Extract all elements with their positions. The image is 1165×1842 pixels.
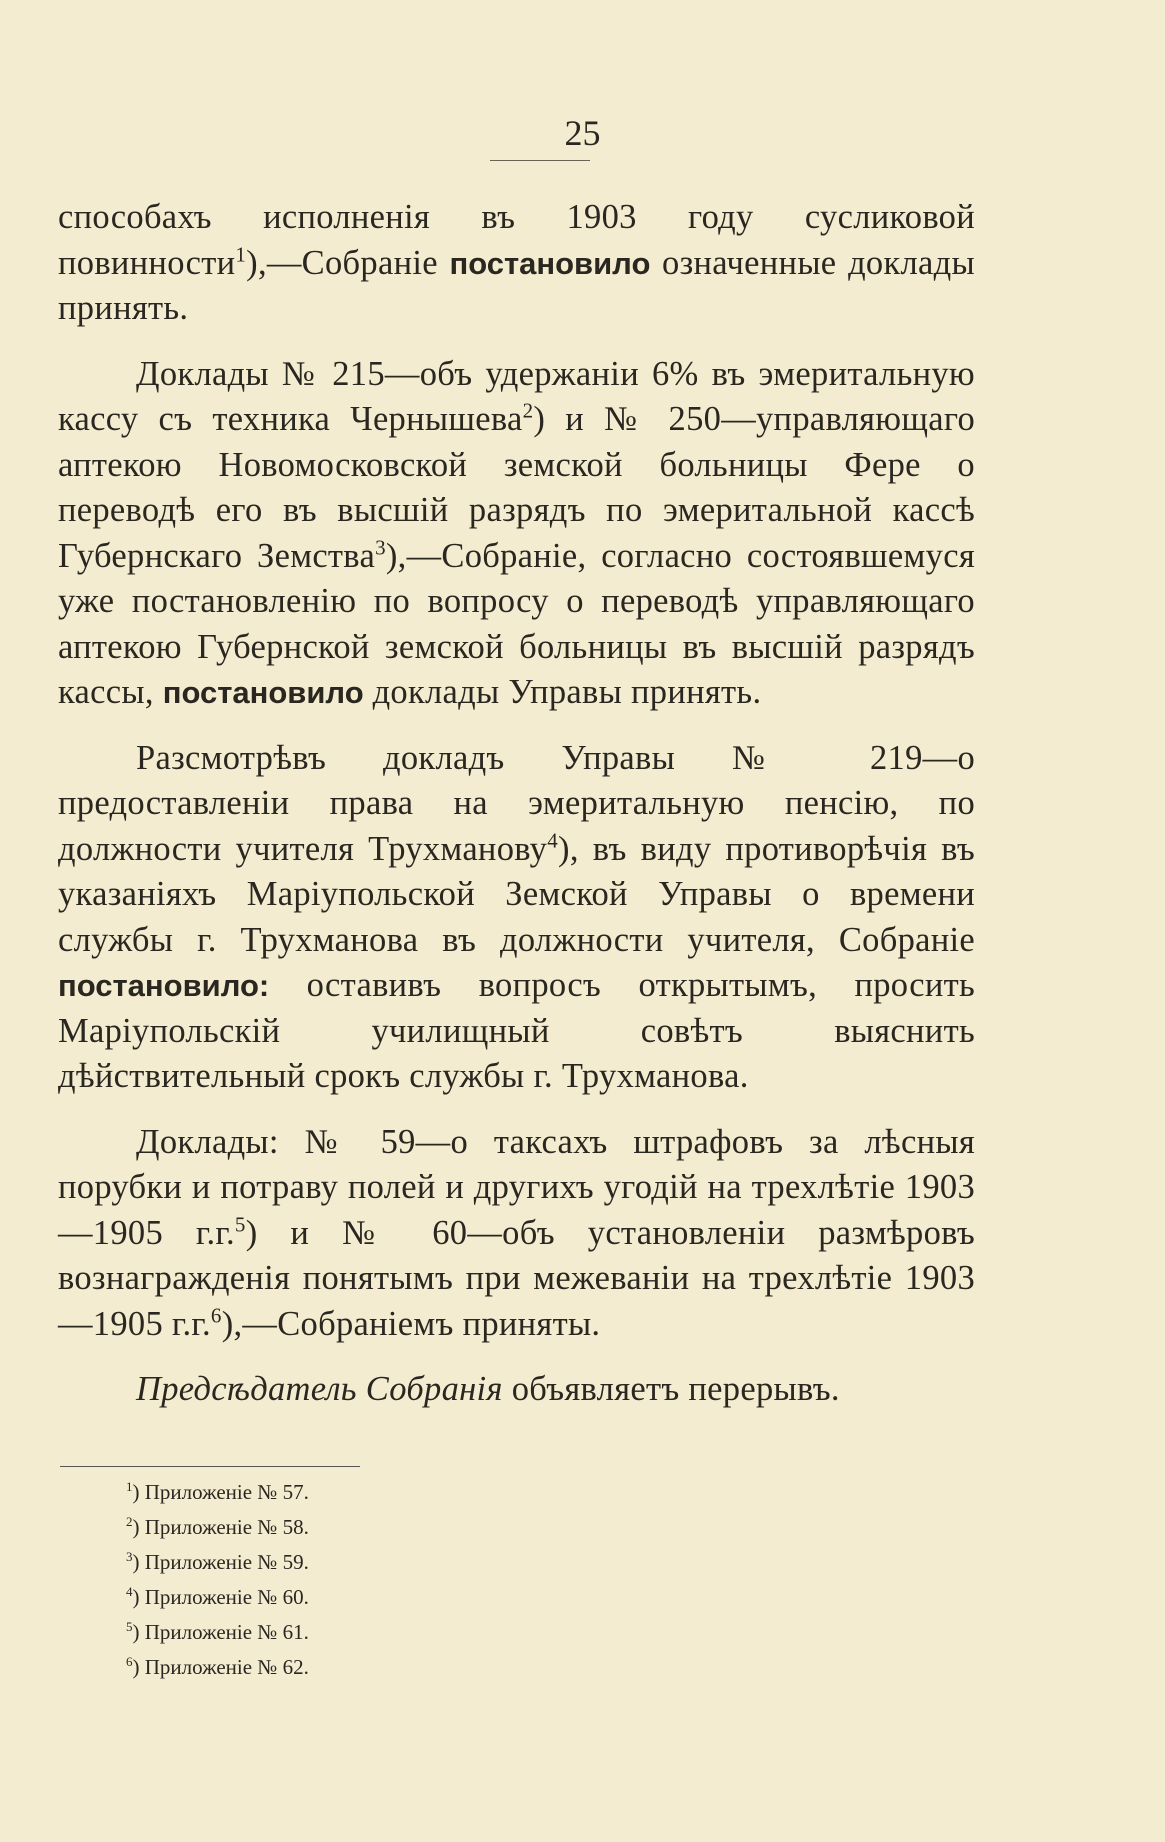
- footnote-ref: 5: [234, 1212, 246, 1236]
- footnote-separator: [60, 1466, 360, 1467]
- footnote-text: ) Приложеніе № 58.: [132, 1515, 309, 1539]
- footnote: [126, 1475, 626, 1510]
- text-run: ),—Собраніе, согласно состоявшемуся уже постановленію по вопросу о переводѣ управляющаго аптекою Губернской земской больницы въ высшій разрядъ кассы,: [58, 536, 975, 711]
- text-run: оставивъ вопросъ открытымъ, просить Маріупольскій училищный совѣтъ выяснить дѣйствительный срокъ службы г. Трухманова.: [58, 966, 975, 1095]
- footnote: [126, 1615, 626, 1650]
- footnote-mark: 5: [126, 1619, 133, 1634]
- text-run: ) и № 60—объ установленіи размѣровъ вознагражденія понятымъ при межеваніи на трехлѣтіе 1903—1905 г.г.: [58, 1213, 975, 1343]
- footnote-mark: 2: [126, 1514, 133, 1529]
- footnote: [126, 1650, 626, 1685]
- text-run: ),—Собраніемъ приняты.: [221, 1304, 601, 1343]
- text-run: ),—Собраніе: [246, 243, 450, 282]
- footnote-ref: 1: [235, 242, 247, 266]
- footnote-mark: 4: [126, 1584, 133, 1599]
- page-number-rule: [490, 160, 590, 161]
- footnote: [126, 1580, 626, 1615]
- body-text: [58, 195, 975, 1433]
- page-number: 25: [564, 113, 601, 153]
- footnote-ref: 3: [375, 535, 386, 559]
- text-run: ) и № 250—управляющаго аптекою Новомосковской земской больницы Фере о переводѣ его въ высшій разрядъ по эмеритальной кассѣ Губернскаго Земства: [58, 400, 975, 575]
- footnotes: [126, 1475, 626, 1685]
- footnote-text: ) Приложеніе № 62.: [132, 1655, 309, 1679]
- footnote-text: ) Приложеніе № 59.: [132, 1550, 309, 1574]
- text-run: Доклады: № 59—о таксахъ штрафовъ за лѣсныя порубки и потраву полей и другихъ угодій на трехлѣтіе 1903—1905 г.г.: [58, 1122, 975, 1252]
- text-run: означенные доклады принять.: [58, 243, 975, 327]
- paragraph-2: [58, 352, 975, 716]
- footnote: [126, 1545, 626, 1580]
- italic-speaker: Предсѣдатель Собранія: [136, 1370, 503, 1408]
- footnote-text: ) Приложеніе № 60.: [132, 1585, 309, 1609]
- paragraph-3: [58, 736, 975, 1100]
- bold-resolution: постановило:: [58, 968, 270, 1003]
- paragraph-5: [58, 1367, 975, 1413]
- text-run: способахъ исполненія въ 1903 году сусликовой повинности: [58, 198, 975, 282]
- paragraph-1: [58, 195, 975, 332]
- footnote-text: ) Приложеніе № 57.: [132, 1480, 309, 1504]
- bold-resolution: постановило: [162, 675, 364, 710]
- text-run: ), въ виду противорѣчія въ указаніяхъ Маріупольской Земской Управы о времени службы г. Трухманова въ должности учителя, Собраніе: [58, 829, 975, 959]
- footnote-mark: 1: [126, 1479, 133, 1494]
- footnote-mark: 3: [126, 1549, 133, 1564]
- text-run: Разсмотрѣвъ докладъ Управы № 219—о предоставленіи права на эмеритальную пенсію, по должности учителя Трухманову: [58, 738, 975, 868]
- footnote-text: ) Приложеніе № 61.: [132, 1620, 309, 1644]
- bold-resolution: постановило: [449, 245, 651, 281]
- paragraph-4: [58, 1120, 975, 1348]
- text-run: доклады Управы принять.: [363, 673, 762, 711]
- footnote-ref: 2: [522, 398, 534, 423]
- text-run: Доклады № 215—объ удержаніи 6% въ эмеритальную кассу съ техника Чернышева: [58, 354, 975, 438]
- footnote-ref: 6: [210, 1303, 222, 1327]
- text-run: объявляетъ перерывъ.: [502, 1370, 840, 1408]
- footnote: [126, 1510, 626, 1545]
- footnote-ref: 4: [547, 828, 559, 852]
- footnote-mark: 6: [126, 1654, 133, 1669]
